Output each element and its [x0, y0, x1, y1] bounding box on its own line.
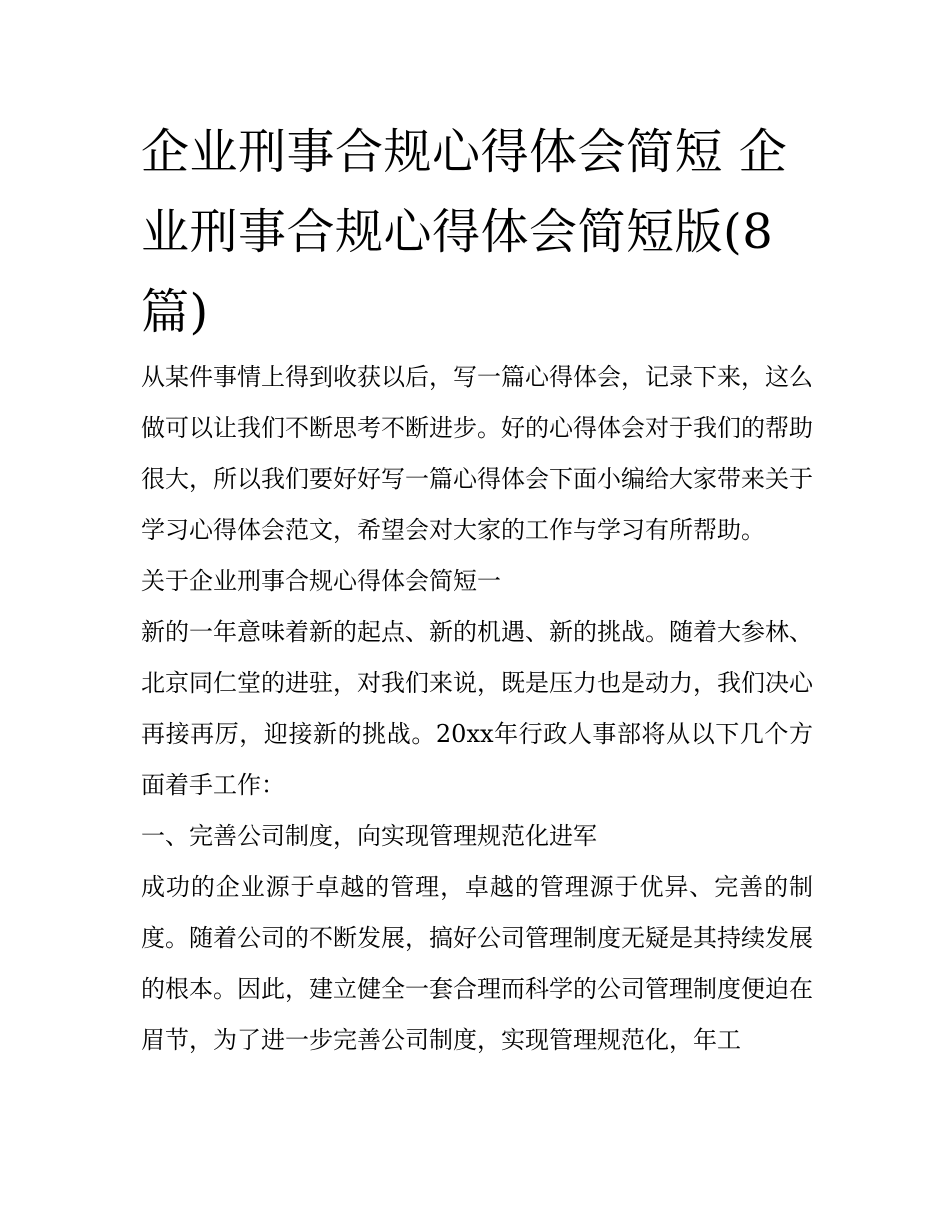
document-page	[141, 112, 813, 1066]
subsection-heading: 一、完善公司制度，向实现管理规范化进军	[141, 822, 597, 850]
body-paragraph: 成功的企业源于卓越的管理，卓越的管理源于优异、完善的制度。随着公司的不断发展，搞好公司管理制度无疑是其持续发展的根本。因此，建立健全一套合理而科学的公司管理制度便迫在眉节，为了进一步完善公司制度，实现管理规范化，年工	[141, 873, 813, 1054]
document-title: 企业刑事合规心得体会简短 企业刑事合规心得体会简短版(8篇)	[141, 124, 788, 340]
intro-paragraph: 从某件事情上得到收获以后，写一篇心得体会，记录下来，这么做可以让我们不断思考不断进步。好的心得体会对于我们的帮助很大，所以我们要好好写一篇心得体会下面小编给大家带来关于学习心得体会范文，希望会对大家的工作与学习有所帮助。	[141, 363, 813, 544]
section-heading: 关于企业刑事合规心得体会简短一	[141, 567, 501, 595]
body-paragraph: 新的一年意味着新的起点、新的机遇、新的挑战。随着大参林、北京同仁堂的进驻，对我们来说，既是压力也是动力，我们决心再接再厉，迎接新的挑战。20xx年行政人事部将从以下几个方面着手工作：	[141, 618, 813, 799]
